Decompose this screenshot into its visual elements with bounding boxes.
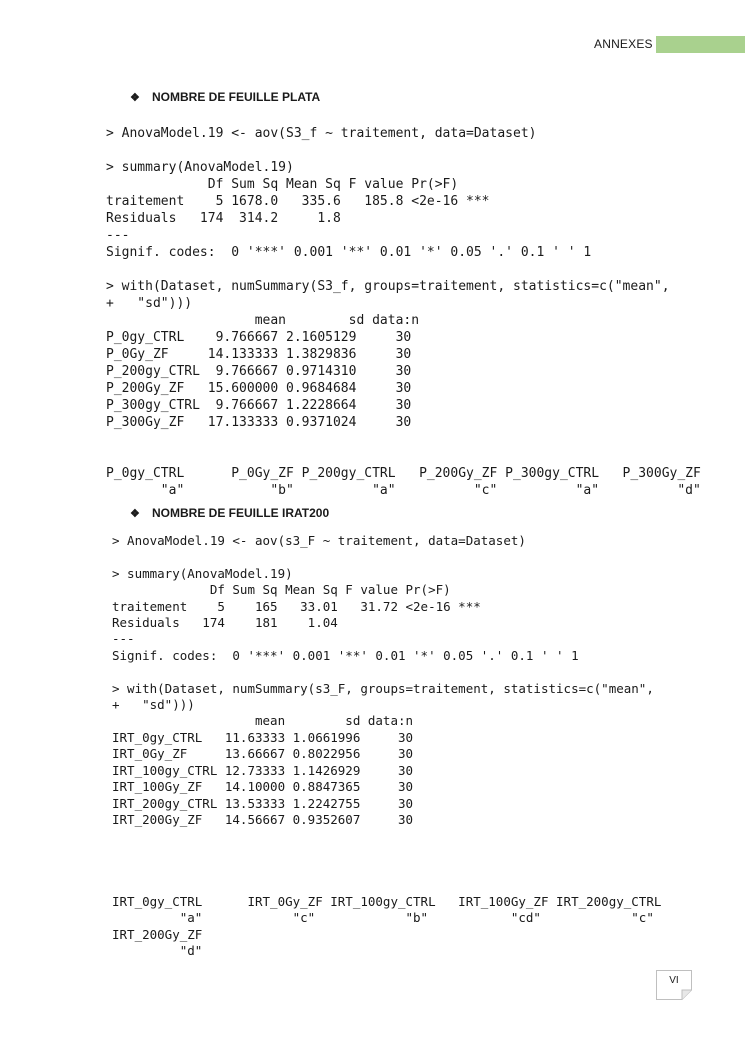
code-line: traitement 5 1678.0 335.6 185.8 <2e-16 ***: [106, 194, 490, 209]
section-title-plata: [130, 90, 320, 104]
code-line: Residuals 174 314.2 1.8: [106, 211, 490, 226]
code-line: IRT_0gy_CTRL 11.63333 1.0661996 30: [112, 729, 414, 745]
code-line: "a" "c" "b" "cd" "c": [112, 910, 654, 926]
code-line: > AnovaModel.19 <- aov(S3_f ~ traitement, data=Dataset): [106, 126, 537, 141]
code-line: IRT_200Gy_ZF: [112, 926, 203, 942]
diamond-bullet-icon: ❖: [130, 91, 140, 104]
diamond-bullet-icon: ❖: [130, 507, 140, 520]
code-line: + "sd"))): [112, 697, 195, 713]
code-line: IRT_0Gy_ZF 13.66667 0.8022956 30: [112, 746, 414, 762]
header-label: ANNEXES: [594, 37, 653, 51]
code-line: ---: [106, 228, 130, 243]
r-output-irat200: [112, 533, 661, 960]
code-line: "a" "b" "a" "c" "a" "d": [106, 483, 701, 498]
code-line: > with(Dataset, numSummary(s3_F, groups=traitement, statistics=c("mean",: [112, 680, 654, 696]
code-line: P_200gy_CTRL 9.766667 0.9714310 30: [106, 364, 412, 379]
code-line: IRT_100gy_CTRL 12.73333 1.1426929 30: [112, 762, 414, 778]
code-line: P_0gy_CTRL P_0Gy_ZF P_200gy_CTRL P_200Gy_ZF P_300gy_CTRL P_300Gy_ZF: [106, 466, 701, 481]
code-line: Df Sum Sq Mean Sq F value Pr(>F): [112, 582, 481, 598]
section-title-text: NOMBRE DE FEUILLE IRAT200: [152, 506, 330, 520]
code-line: traitement 5 165 33.01 31.72 <2e-16 ***: [112, 598, 481, 614]
page-number: VI: [669, 975, 679, 986]
code-line: > with(Dataset, numSummary(S3_f, groups=traitement, statistics=c("mean",: [106, 279, 670, 294]
section-title-irat200: [130, 506, 329, 520]
r-output-plata: [106, 125, 701, 499]
code-line: P_200Gy_ZF 15.600000 0.9684684 30: [106, 381, 412, 396]
code-line: IRT_200Gy_ZF 14.56667 0.9352607 30: [112, 811, 414, 827]
header-accent-bar: [656, 36, 745, 53]
section-title-text: NOMBRE DE FEUILLE PLATA: [152, 90, 321, 104]
code-line: Signif. codes: 0 '***' 0.001 '**' 0.01 '*' 0.05 '.' 0.1 ' ' 1: [106, 245, 592, 260]
code-line: > summary(AnovaModel.19): [112, 565, 293, 581]
code-line: IRT_200gy_CTRL 13.53333 1.2242755 30: [112, 795, 414, 811]
code-line: P_0Gy_ZF 14.133333 1.3829836 30: [106, 347, 412, 362]
code-line: > summary(AnovaModel.19): [106, 160, 294, 175]
code-line: Df Sum Sq Mean Sq F value Pr(>F): [106, 177, 490, 192]
code-line: Signif. codes: 0 '***' 0.001 '**' 0.01 '*' 0.05 '.' 0.1 ' ' 1: [112, 647, 579, 663]
code-line: Residuals 174 181 1.04: [112, 615, 481, 631]
code-line: mean sd data:n: [112, 713, 414, 729]
code-line: mean sd data:n: [106, 313, 420, 328]
code-line: + "sd"))): [106, 296, 193, 311]
code-line: P_300Gy_ZF 17.133333 0.9371024 30: [106, 415, 412, 430]
code-line: IRT_0gy_CTRL IRT_0Gy_ZF IRT_100gy_CTRL IRT_100Gy_ZF IRT_200gy_CTRL: [112, 893, 662, 909]
code-line: P_0gy_CTRL 9.766667 2.1605129 30: [106, 330, 412, 345]
code-line: P_300gy_CTRL 9.766667 1.2228664 30: [106, 398, 412, 413]
code-line: ---: [112, 631, 135, 647]
code-line: IRT_100Gy_ZF 14.10000 0.8847365 30: [112, 779, 414, 795]
code-line: > AnovaModel.19 <- aov(s3_F ~ traitement, data=Dataset): [112, 533, 526, 548]
code-line: "d": [112, 943, 203, 959]
